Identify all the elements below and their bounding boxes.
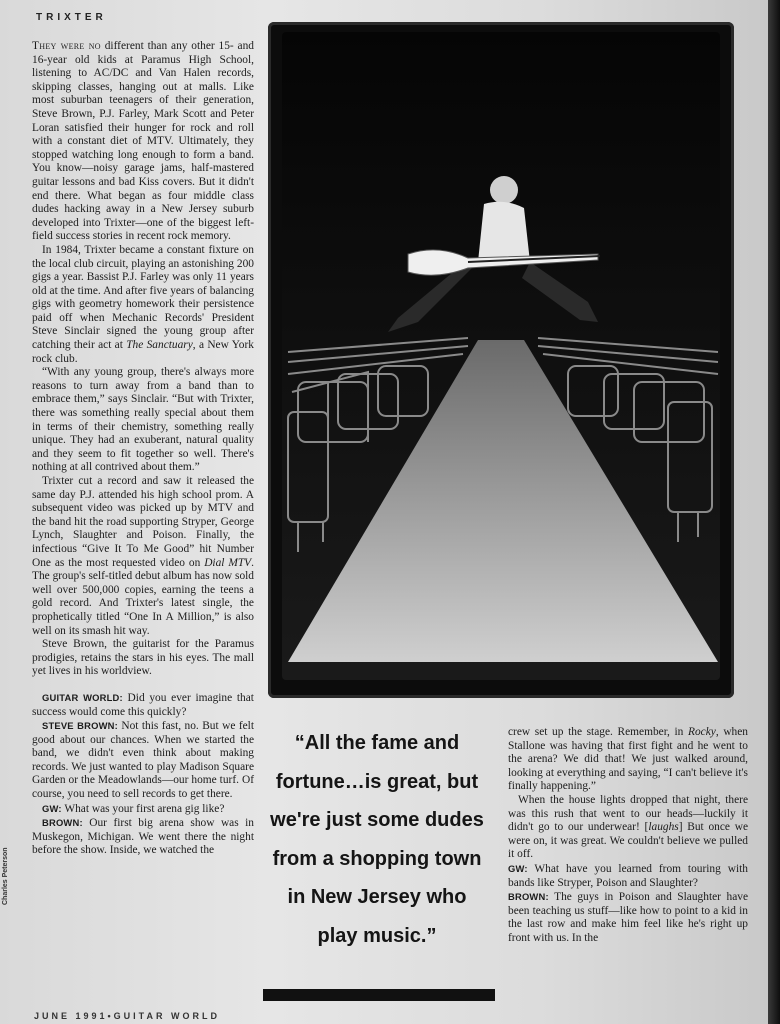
- speaker-label: GUITAR WORLD:: [42, 691, 123, 703]
- interview-question: GUITAR WORLD: Did you ever imagine that success would come this quickly?: [32, 691, 254, 718]
- article-left-column: [32, 40, 254, 858]
- article-paragraph: Steve Brown, the guitarist for the Paramus prodigies, retains the stars in his eyes. The mall yet lives in his worldview.: [32, 638, 254, 678]
- page-edge-shadow: [768, 0, 780, 1024]
- photo-illustration: [268, 22, 734, 698]
- speaker-label: BROWN:: [42, 817, 83, 829]
- article-paragraph: crew set up the stage. Remember, in Rocky, when Stallone was having that first fight and he went to the arena? We did that! We just walked around, looking at everything and saying, “I can't believe it's finally happening.”: [508, 726, 748, 793]
- article-paragraph: When the house lights dropped that night, there was this rush that went to our heads—luckily it didn't go to our underwear! [laughs] But once we were on, it was great. We couldn't believe we pulled it off.: [508, 793, 749, 861]
- article-right-column: [508, 726, 748, 946]
- venue-name: The Sanctuary: [126, 339, 193, 352]
- article-paragraph: Trixter cut a record and saw it released the same day P.J. attended his high school prom. A subsequent video was picked up by MTV and the band hit the road supporting Stryper, George Lynch, Slaughter and Poison. Finally, the infectious “Give It To Me Good” hit Number One as the most requested video on Dial MTV. The group's self-titled debut album has now sold well over 500,000 copies, earning the teens a gold record. And Trixter's latest single, the prophetically titled “One In A Million,” is also well on its smash hit way.: [32, 475, 254, 637]
- speaker-label: STEVE BROWN:: [42, 720, 118, 732]
- interview-answer: BROWN: The guys in Poison and Slaughter have been teaching us stuff—like how to point to a kid in the last row and make him feel like he's right up front with us. In the: [508, 891, 748, 944]
- pull-quote: “All the fame and fortune…is great, but we're just some dudes from a shopping town in New Jersey who play music.”: [270, 732, 484, 947]
- interview-question: GW: What have you learned from touring with bands like Stryper, Poison and Slaughter?: [508, 862, 748, 889]
- pull-quote-rule: [263, 989, 495, 1001]
- article-paragraph: “With any young group, there's always more reasons to turn away from a band than to embrace them,” says Sinclair. “But with Trixter, there was something really special about them in terms of their chemistry, something really unique. They had an exuberant, natural quality and they seem to fit together so well. There's nothing at all contrived about them.”: [32, 366, 254, 474]
- interview-question: GW: What was your first arena gig like?: [42, 802, 225, 815]
- interview-answer: BROWN: Our first big arena show was in Muskegon, Michigan. We went there the night before the show. Inside, we watched the: [32, 817, 254, 857]
- speaker-label: BROWN:: [508, 891, 549, 903]
- page-footer: JUNE 1991•GUITAR WORLD: [34, 1011, 221, 1021]
- section-header: TRIXTER: [36, 12, 107, 23]
- concert-photo: [268, 22, 734, 698]
- show-name: Dial MTV: [204, 556, 252, 569]
- movie-title: Rocky: [688, 726, 716, 738]
- lead-in: They were no: [32, 40, 101, 52]
- photo-credit: Charles Peterson: [2, 847, 9, 905]
- speaker-label: GW:: [508, 862, 528, 874]
- speaker-label: GW:: [42, 802, 62, 814]
- article-paragraph: They were no different than any other 15- and 16-year old kids at Paramus High School, listening to AC/DC and Van Halen records, skipping classes, hanging out at malls. Like most suburban teenagers of their generation, Steve Brown, P.J. Farley, Mark Scott and Peter Loran satisfied their hunger for rock and roll with a constant diet of MTV. Ultimately, they stopped watching long enough to form a band. You know—noisy garage jams, half-mastered guitar lessons and bad Kiss covers. But it didn't end there. What began as four middle class dudes hacking away in a New Jersey suburb developed into Trixter—one of the biggest left-field success stories in recent rock memory.: [32, 40, 254, 243]
- article-paragraph: In 1984, Trixter became a constant fixture on the local club circuit, playing an astonishing 200 gigs a year. Bassist P.J. Farley was only 11 years old at the time. And after five years of balancing gigs with geometry homework their persistence paid off when Mechanic Records' President Steve Sinclair signed the young group after catching their act at The Sanctuary, a New York rock club.: [32, 243, 254, 365]
- interview-answer: STEVE BROWN: Not this fast, no. But we felt good about our chances. When we started the band, we didn't even think about making records. We just wanted to play Madison Square Garden or the Meadowlands—our home turf. Of course, you need to sell records to get there.: [32, 720, 254, 801]
